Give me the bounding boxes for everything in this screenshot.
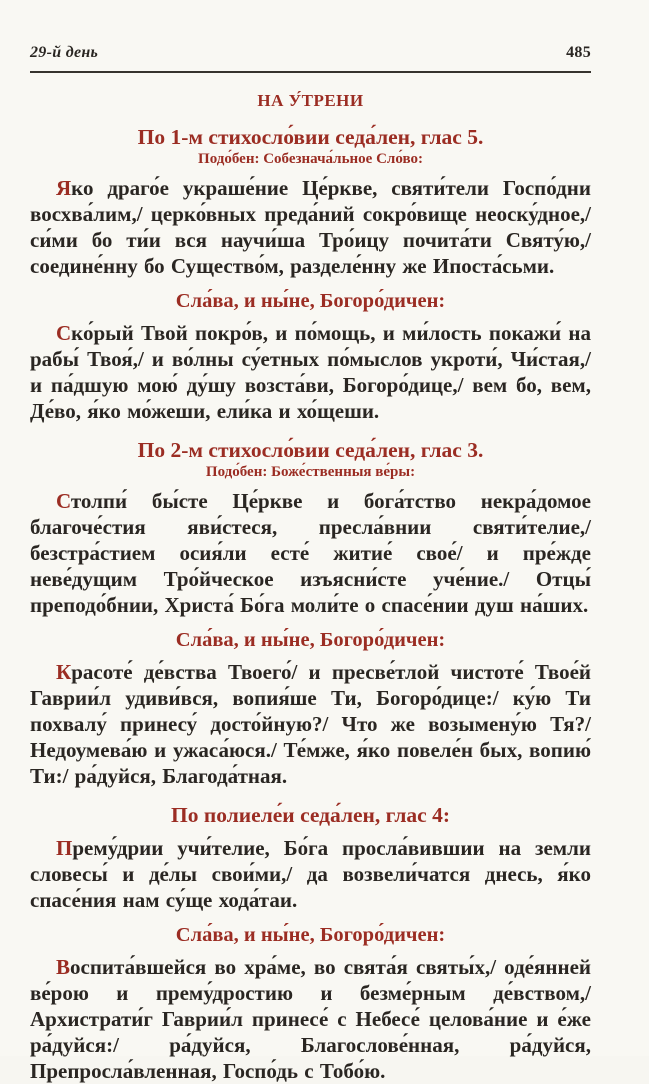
hymn-body: толпи́ бы́сте Це́ркве и бога́тство некра́домое благоче́стия яви́стеся, пресла́внии святи́телие,/ безстра́стием осия́ли есте́ житие́ свое́/ и пре́жде неве́дущим Тро́йческое изъясни́сте уче́ние./ Отцы́ преподо́бнии, Христа́ Бо́га моли́те о спасе́нии душ на́ших. (30, 489, 591, 617)
sedalen-1-text (30, 175, 591, 279)
drop-initial: К (56, 660, 72, 684)
hymn-body: ко драго́е украше́ние Це́ркве, святи́тели Госпо́дни восхва́лим,/ церко́вных преда́ний сокро́вище неоску́дное,/ си́ми бо ти́и вся научи́ша Тро́ицу почита́ти Святу́ю,/ соедине́нну бо Существо́м, разделе́нну же Ипоста́сьми. (30, 176, 591, 278)
header-rule (30, 71, 591, 73)
drop-initial: П (56, 836, 73, 860)
sedalen-3-text (30, 835, 591, 913)
bogorodichen-1-text (30, 320, 591, 424)
drop-initial: С (56, 489, 71, 513)
hymn-body: рему́дрии учи́телие, Бо́га просла́вившии на земли словесы́ и де́лы свои́ми,/ да возвели́чатся днесь, я́ко спасе́ния нам су́ще хода́таи. (30, 836, 591, 912)
hymn-body: ко́рый Твой покро́в, и по́мощь, и ми́лость покажи́ на рабы́ Твоя́,/ и во́лны су́етных по́мыслов укроти́, Чи́стая,/ и па́дшую мою́ ду́шу возста́ви, Богоро́дице,/ вем бо, вем, Де́во, я́ко мо́жеши, ели́ка и хо́щеши. (30, 321, 591, 423)
service-title: НА У́ТРЕНИ (257, 91, 364, 110)
drop-initial: В (56, 955, 71, 979)
slava-refrain-2: Сла́ва, и ны́не, Богоро́дичен: (175, 629, 446, 651)
sedalen-1-heading: По 1-м стихосло́вии седа́лен, глас 5. (137, 125, 484, 149)
day-label: 29-й день (30, 44, 99, 61)
drop-initial: С (56, 321, 72, 345)
running-head (30, 44, 591, 62)
hymn-body: расоте́ де́вства Твоего́/ и пресве́тлой чистоте́ Твое́й Гаврии́л удиви́вся, вопия́ше Ти, Богоро́дице:/ ку́ю Ти похвалу́ принесу́ досто́йную?/ Что же возымену́ю Тя?/ Недоумева́ю и ужаса́юся./ Те́мже, я́ко повеле́н бых, вопию́ Ти:/ ра́дуйся, Благода́тная. (30, 660, 591, 788)
page-number: 485 (566, 44, 591, 61)
slava-refrain-3: Сла́ва, и ны́не, Богоро́дичен: (175, 924, 446, 946)
sedalen-1-podoben: Подо́бен: Собезнача́льное Сло́во: (198, 151, 423, 167)
sedalen-2-text (30, 488, 591, 618)
sedalen-3-heading: По полиеле́и седа́лен, глас 4: (171, 803, 450, 827)
sedalen-2-heading: По 2-м стихосло́вии седа́лен, глас 3. (137, 438, 484, 462)
drop-initial: Я (56, 176, 72, 200)
slava-refrain-1: Сла́ва, и ны́не, Богоро́дичен: (175, 290, 446, 312)
bogorodichen-3-text (30, 954, 591, 1084)
bogorodichen-2-text (30, 659, 591, 789)
hymn-body: оспита́вшейся во хра́ме, во свята́я святы́х,/ оде́янней ве́рою и прему́дростию и безме́рным де́вством,/ Архистрати́г Гаврии́л принесе́ с Небесе́ целова́ние и е́же ра́дуйся:/ ра́дуйся, Благослове́нная, ра́дуйся, Препросла́вленная, Госпо́дь с Тобо́ю. (30, 955, 591, 1083)
sedalen-2-podoben: Подо́бен: Боже́ственныя ве́ры: (205, 464, 416, 480)
